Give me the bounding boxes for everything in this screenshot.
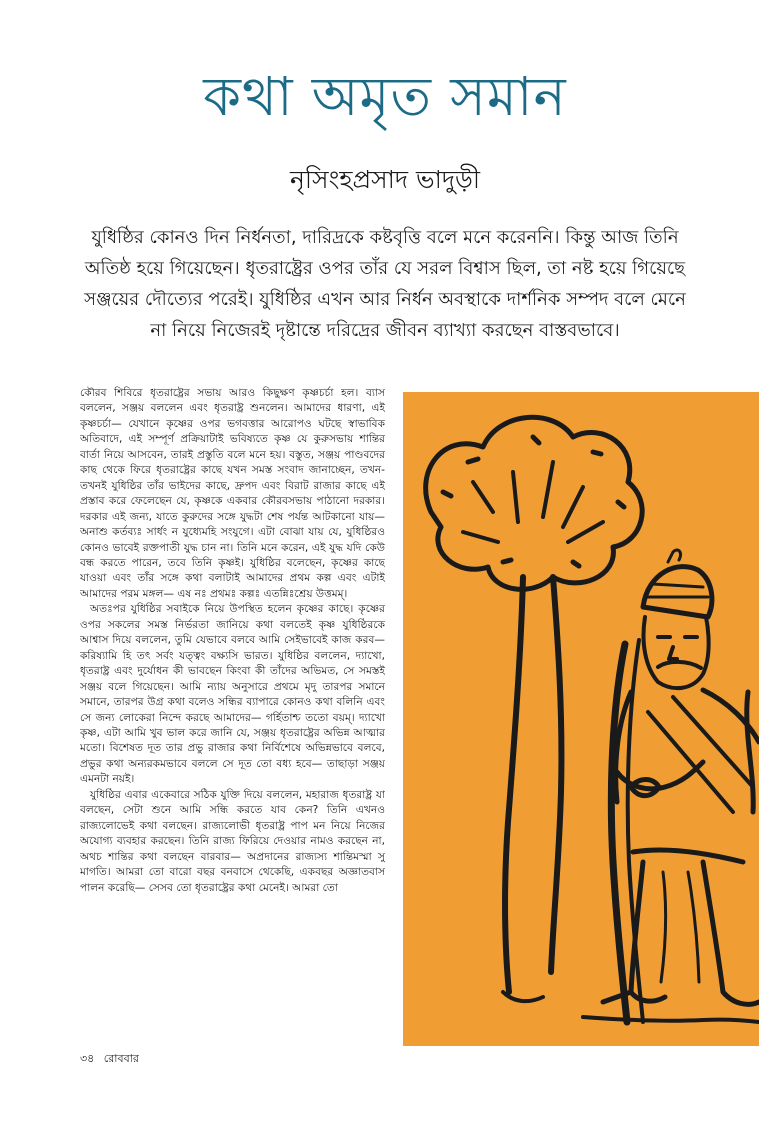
page-title: কথা অমৃত সমান (203, 65, 567, 128)
tree-trunk-right (551, 577, 561, 972)
tree-marks (443, 437, 624, 566)
waist (633, 850, 743, 862)
tree-trunk (505, 577, 523, 992)
intro-paragraph: যুধিষ্ঠির কোনও দিন নির্ধনতা, দারিদ্রকে কষ্টবৃত্তি বলে মনে করেননি। কিন্তু আজ তিনি অতিষ্ঠ হয়ে গিয়েছেন। ধৃতরাষ্ট্রের ওপর তাঁর যে সরল বিশ্বাস ছিল, তা নষ্ট হয়ে গিয়েছে সঞ্জয়ের দৌত্যের পরেই। যুধিষ্ঠির এখন আর নির্ধন অবস্থাকে দার্শনিক সম্পদ বলে মেনে না নিয়ে নিজেরই দৃষ্টান্তে দরিদ্রের জীবন ব্যাখ্যা করছেন বাস্তবভাবে। (84, 227, 686, 341)
article-body (80, 386, 385, 1036)
turban (643, 567, 712, 617)
body-paragraph-2: অতঃপর যুধিষ্ঠির সবাইকে নিয়ে উপস্থিত হলেন কৃষ্ণের কাছে। কৃষ্ণের ওপর সকলের সমস্ত নির্ভরতা জানিয়ে কথা বলতেই কৃষ্ণ যুধিষ্ঠিরকে আশ্বাস দিয়ে বললেন, তুমি যেভাবে বলবে আমি সেইভাবেই কাজ করব— করিষ্যামি হি তৎ সর্বং যত্ত্বং বক্ষ্যসি ভারত। যুধিষ্ঠির বললেন, দ্যাখো, ধৃতরাষ্ট্র এবং দুর্যোধন কী ভাবছেন কিংবা কী তাঁদের অভিমত, সে সমস্তই সঞ্জয় বলে গিয়েছেন। আমি ন্যায় অনুসারে প্রথমে মৃদু তারপর সমানে সমানে, তারপর উগ্র কথা বলেও সন্ধির ব্যাপারে কোনও কথা বলিনি এবং সে জন্য লোকেরা নিন্দে করছে আমাদের— গর্হিতাশ্চ ততো বয়ম্। দ্যাখো কৃষ্ণ, এটা আমি খুব ভাল করে জানি যে, সঞ্জয় ধৃতরাষ্ট্রের অভিন্ন আত্মার মতো। বিশেষত দূত তার প্রভু রাজার কথা নির্বিশেষে অভিন্নভাবে বলবে, প্রভুর কথা অন্যরকমভাবে বললে সে দূত তো বধ্য হবে— তাছাড়া সঞ্জয় এমনটা নয়ই। (80, 603, 385, 786)
club (611, 644, 627, 1022)
tree-branches (463, 462, 603, 542)
ground (583, 1017, 759, 1022)
page-footer (80, 1052, 139, 1066)
leg-right (703, 862, 759, 1004)
face (644, 617, 709, 688)
body-paragraph-1: কৌরব শিবিরে ধৃতরাষ্ট্রের সভায় আরও কিছুক্ষণ কৃষ্ণচর্চা হল। ব্যাস বললেন, সঞ্জয় বললেন এবং ধৃতরাষ্ট্র শুনলেন। আমাদের ধারণা, এই কৃষ্ণচর্চা— যেখানে কৃষ্ণের ওপর ভগবত্তার আরোপও ঘটছে স্বাভাবিক অতিবাদে, এই সম্পূর্ণ প্রক্রিয়াটাই ভবিষ্যতে কৃষ্ণ যে কুরুসভায় শান্তির বার্তা নিয়ে আসবেন, তারই প্রস্তুতি বলে মনে হয়। বস্তুত, সঞ্জয় পাণ্ডবদের কাছ থেকে ফিরে ধৃতরাষ্ট্রের কাছে যখন সমস্ত সংবাদ জানাচ্ছেন, তখন-তখনই যুধিষ্ঠির তাঁর ভাইদের কাছে, দ্রুপদ এবং বিরাট রাজার কাছে এই প্রস্তাব করে ফেলেছেন যে, কৃষ্ণকে একবার কৌরবসভায় পাঠানো দরকার। দরকার এই জন্য, যাতে কুরুদের সঙ্গে যুদ্ধটা শেষ পর্যন্ত আটকানো যায়— অনাশু কর্তব্যঃ সার্ধং ন যুধ্যেমহি সংযুগে। এটা বোঝা যায় যে, যুধিষ্ঠিরও কোনও ভাবেই রক্তপাতী যুদ্ধ চান না। তিনি মনে করেন, এই যুদ্ধ যদি কেউ বন্ধ করতে পারেন, তবে তিনি কৃষ্ণই। যুধিষ্ঠির বলেছেন, কৃষ্ণের কাছে যাওয়া এবং তাঁর সঙ্গে কথা বলাটাই আমাদের প্রথম কল্প এবং এটাই আমাদের পরম মঙ্গল— এষ নঃ প্রথমঃ কল্পঃ এতন্নিঃশ্রেয় উত্তমম্। (80, 387, 385, 600)
illustration (403, 392, 759, 1046)
drape (661, 872, 699, 982)
page-number: ৩৪ (80, 1052, 95, 1065)
illustration-drawing (403, 392, 759, 1046)
publication-name: রোববার (103, 1052, 139, 1065)
figure-edge (747, 692, 753, 812)
body-paragraph-3: যুধিষ্ঠির এবার একেবারে সঠিক যুক্তি দিয়ে বললেন, মহারাজ ধৃতরাষ্ট্র যা বলছেন, সেটা শুনে আমি সন্ধি করতে যাব কেন? তিনি এখনও রাজ্যলোভেই কথা বলছেন। রাজ্যলোভী ধৃতরাষ্ট্র পাপ মন নিয়ে নিজের অযোগ্য ব্যবহার করছেন। তিনি রাজ্য ফিরিয়ে দেওয়ার নামও করছেন না, অথচ শান্তির কথা বলছেন বারবার— অপ্রদানের রাজ্যস্য শান্তিমস্মা সু মাগতি। আমরা তো বারো বছর বনবাসে থেকেছি, একবছর অজ্ঞাতবাস পালন করেছি— সেসব তো ধৃতরাষ্ট্রের কথা মেনেই। আমরা তো (80, 788, 385, 894)
tree-canopy (426, 417, 643, 589)
author-name: নৃসিংহপ্রসাদ ভাদুড়ী (289, 165, 480, 194)
face-features (658, 637, 701, 668)
